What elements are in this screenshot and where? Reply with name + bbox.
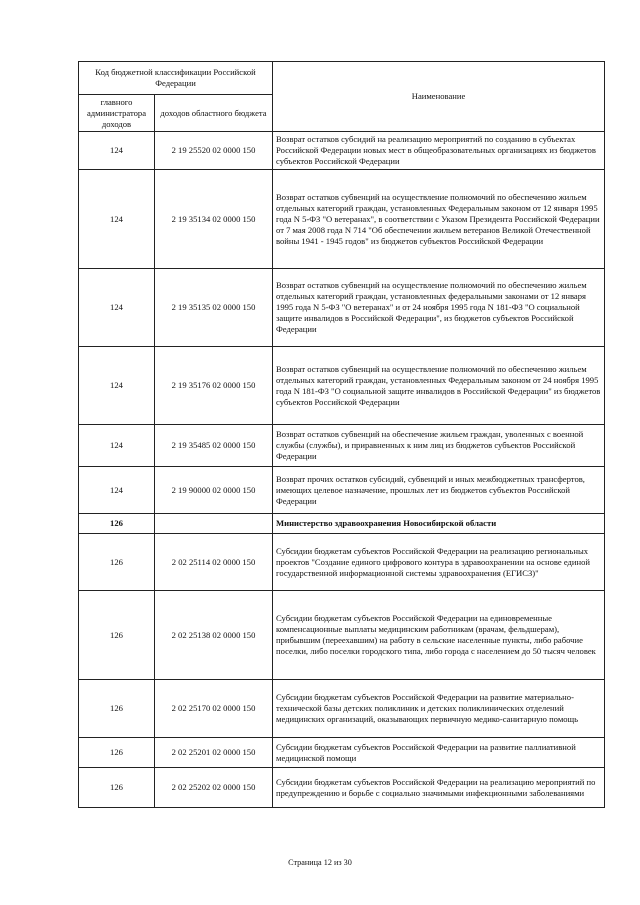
cell-name: Субсидии бюджетам субъектов Российской Федерации на реализацию региональных проектов "Создание единого цифрового контура в здравоохранении на основе единой государственной информационной системы здравоохранения (ЕГИСЗ)" (273, 534, 605, 591)
cell-income-code: 2 19 35176 02 0000 150 (155, 347, 273, 425)
table-row (79, 269, 605, 347)
table-row (79, 591, 605, 680)
cell-admin-code: 124 (79, 425, 155, 467)
table-row (79, 534, 605, 591)
cell-admin-code: 124 (79, 269, 155, 347)
cell-income-code: 2 19 35134 02 0000 150 (155, 170, 273, 269)
table-row (79, 170, 605, 269)
cell-name: Возврат остатков субвенций на осуществление полномочий по обеспечению жильем отдельных категорий граждан, установленных федеральными законами от 12 января 1995 года N 5-ФЗ "О ветеранах" и от 24 ноября 1995 года N 181-ФЗ "О социальной защите инвалидов в Российской Федерации", из бюджетов субъектов Российской Федерации (273, 269, 605, 347)
cell-admin-code: 126 (79, 514, 155, 534)
cell-income-code (155, 514, 273, 534)
table-row (79, 514, 605, 534)
cell-admin-code: 124 (79, 467, 155, 514)
cell-income-code: 2 19 90000 02 0000 150 (155, 467, 273, 514)
cell-income-code: 2 19 25520 02 0000 150 (155, 132, 273, 170)
header-kbk: Код бюджетной классификации Российской Федерации (79, 62, 273, 95)
cell-income-code: 2 19 35135 02 0000 150 (155, 269, 273, 347)
budget-classification-table (78, 61, 605, 808)
cell-income-code: 2 19 35485 02 0000 150 (155, 425, 273, 467)
table-row (79, 680, 605, 738)
cell-admin-code: 124 (79, 132, 155, 170)
cell-name: Субсидии бюджетам субъектов Российской Федерации на реализацию мероприятий по предупреждению и борьбе с социально значимыми инфекционными заболеваниями (273, 768, 605, 808)
cell-admin-code: 124 (79, 170, 155, 269)
table-row (79, 347, 605, 425)
table-row (79, 132, 605, 170)
table-row (79, 738, 605, 768)
page-footer: Страница 12 из 30 (288, 858, 352, 867)
cell-name: Возврат остатков субвенций на осуществление полномочий по обеспечению жильем отдельных категорий граждан, установленных Федеральным законом от 24 ноября 1995 года N 181-ФЗ "О социальной защите инвалидов в Российской Федерации" из бюджетов субъектов Российской Федерации (273, 347, 605, 425)
cell-name: Субсидии бюджетам субъектов Российской Федерации на развитие паллиативной медицинской помощи (273, 738, 605, 768)
cell-income-code: 2 02 25201 02 0000 150 (155, 738, 273, 768)
cell-income-code: 2 02 25170 02 0000 150 (155, 680, 273, 738)
table-body (79, 132, 605, 808)
cell-income-code: 2 02 25114 02 0000 150 (155, 534, 273, 591)
table-row (79, 425, 605, 467)
cell-name: Министерство здравоохранения Новосибирской области (273, 514, 605, 534)
cell-name: Возврат остатков субсидий на реализацию мероприятий по созданию в субъектах Российской Федерации новых мест в общеобразовательных организациях из бюджетов субъектов Российской Федерации (273, 132, 605, 170)
cell-admin-code: 126 (79, 768, 155, 808)
cell-admin-code: 126 (79, 738, 155, 768)
budget-classification-table-wrap (78, 61, 604, 808)
table-row (79, 768, 605, 808)
cell-name: Возврат остатков субвенций на обеспечение жильем граждан, уволенных с военной службы (службы), и приравненных к ним лиц из бюджетов субъектов Российской Федерации (273, 425, 605, 467)
cell-admin-code: 126 (79, 680, 155, 738)
header-name: Наименование (273, 62, 605, 132)
cell-name: Возврат остатков субвенций на осуществление полномочий по обеспечению жильем отдельных категорий граждан, установленных Федеральным законом от 12 января 1995 года N 5-ФЗ "О ветеранах", в соответствии с Указом Президента Российской Федерации от 7 мая 2008 года N 714 "Об обеспечении жильем ветеранов Великой Отечественной войны 1941 - 1945 годов" из бюджетов субъектов Российской Федерации (273, 170, 605, 269)
cell-name: Субсидии бюджетам субъектов Российской Федерации на развитие материально-технической базы детских поликлиник и детских поликлинических отделений медицинских организаций, оказывающих первичную медико-санитарную помощь (273, 680, 605, 738)
table-row (79, 467, 605, 514)
header-admin: главного администратора доходов (79, 95, 155, 132)
cell-income-code: 2 02 25138 02 0000 150 (155, 591, 273, 680)
cell-income-code: 2 02 25202 02 0000 150 (155, 768, 273, 808)
header-row-1 (79, 62, 605, 95)
cell-name: Субсидии бюджетам субъектов Российской Федерации на единовременные компенсационные выплаты медицинским работникам (врачам, фельдшерам), прибывшим (переехавшим) на работу в сельские населенные пункты, либо рабочие поселки, либо поселки городского типа, либо города с населением до 50 тысяч человек (273, 591, 605, 680)
cell-name: Возврат прочих остатков субсидий, субвенций и иных межбюджетных трансфертов, имеющих целевое назначение, прошлых лет из бюджетов субъектов Российской Федерации (273, 467, 605, 514)
cell-admin-code: 126 (79, 591, 155, 680)
header-income: доходов областного бюджета (155, 95, 273, 132)
cell-admin-code: 124 (79, 347, 155, 425)
cell-admin-code: 126 (79, 534, 155, 591)
